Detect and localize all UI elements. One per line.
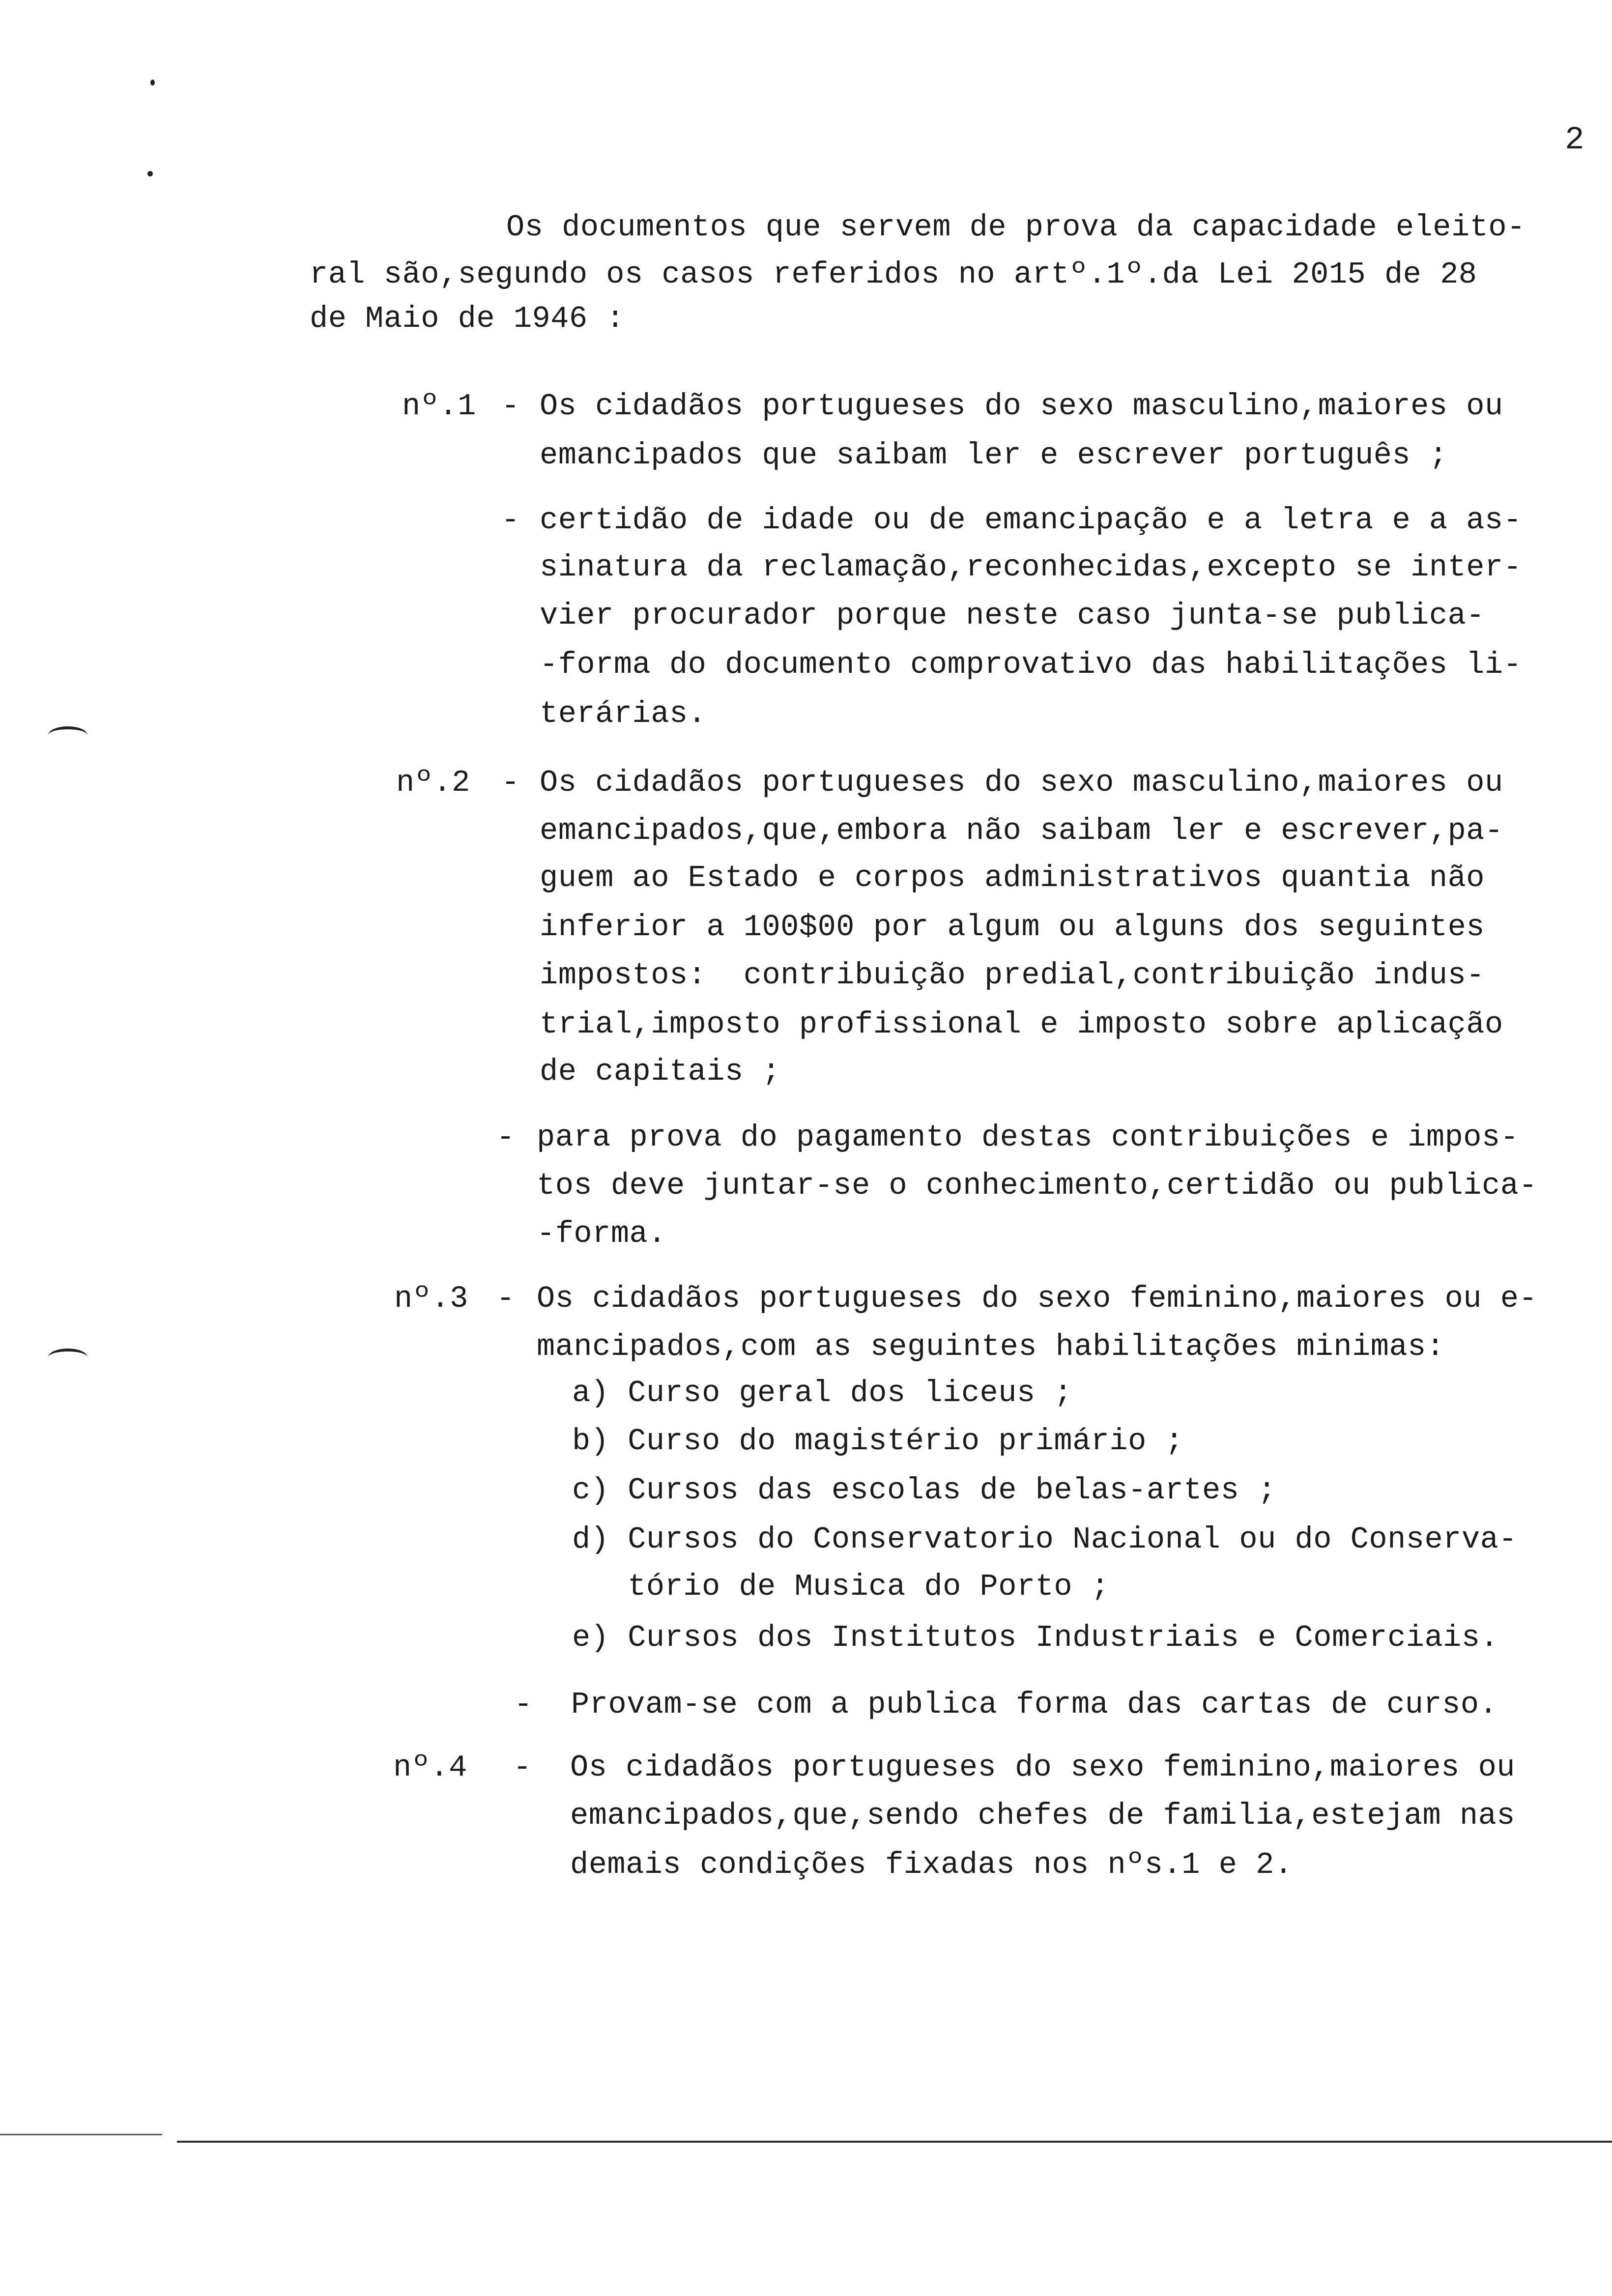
- item-line: emancipados,que,embora não saibam ler e escrever,pa-: [540, 813, 1503, 848]
- scan-speck: [147, 171, 153, 176]
- item-line: de capitais ;: [540, 1054, 781, 1089]
- item-label: nº.2: [396, 765, 470, 800]
- item-line: Os cidadãos portugueses do sexo feminino,maiores ou: [570, 1750, 1516, 1785]
- sub-item: a) Curso geral dos liceus ;: [572, 1376, 1073, 1410]
- item-line: emancipados que saibam ler e escrever português ;: [540, 438, 1448, 473]
- item-line: impostos: contribuição predial,contribuição indus-: [540, 958, 1485, 993]
- item-dash: -: [501, 389, 520, 424]
- item-dash: -: [513, 1750, 532, 1785]
- margin-mark: [48, 1349, 87, 1366]
- item-line: Os cidadãos portugueses do sexo masculino,maiores ou: [540, 765, 1503, 800]
- item-line: Os cidadãos portugueses do sexo feminino,maiores ou e-: [537, 1281, 1538, 1316]
- proof-line: para prova do pagamento destas contribuições e impos-: [537, 1120, 1519, 1155]
- proof-line: sinatura da reclamação,reconhecidas,excepto se inter-: [540, 550, 1522, 585]
- margin-mark: [48, 726, 87, 744]
- proof-line: -forma.: [537, 1216, 666, 1251]
- item-label: nº.4: [393, 1750, 467, 1785]
- sub-item: e) Cursos dos Institutos Industriais e Comerciais.: [572, 1620, 1499, 1655]
- proof-dash: -: [496, 1120, 515, 1155]
- proof-dash: -: [514, 1687, 533, 1722]
- item-line: Os cidadãos portugueses do sexo masculino,maiores ou: [540, 389, 1503, 424]
- item-line: trial,imposto profissional e imposto sobre aplicação: [540, 1007, 1503, 1042]
- item-label: nº.3: [394, 1281, 468, 1316]
- item-label: nº.1: [402, 389, 476, 424]
- proof-line: -forma do documento comprovativo das habilitações li-: [540, 647, 1522, 682]
- item-dash: -: [501, 765, 520, 800]
- sub-item: tório de Musica do Porto ;: [572, 1569, 1110, 1604]
- item-line: inferior a 100$00 por algum ou alguns dos seguintes: [540, 910, 1485, 945]
- bottom-rule: [177, 2141, 1612, 2143]
- proof-line: Provam-se com a publica forma das cartas de curso.: [571, 1687, 1498, 1722]
- intro-line: de Maio de 1946 :: [310, 301, 625, 336]
- sub-item: b) Curso do magistério primário ;: [572, 1424, 1184, 1459]
- item-dash: -: [496, 1281, 515, 1316]
- proof-line: certidão de idade ou de emancipação e a letra e a as-: [540, 503, 1522, 538]
- item-line: guem ao Estado e corpos administrativos quantia não: [540, 861, 1485, 895]
- proof-dash: -: [501, 503, 520, 538]
- page-number: 2: [1565, 121, 1584, 158]
- item-line: demais condições fixadas nos nºs.1 e 2.: [570, 1847, 1293, 1882]
- item-line: emancipados,que,sendo chefes de familia,estejam nas: [570, 1798, 1516, 1833]
- intro-line: Os documentos que servem de prova da capacidade eleito-: [506, 210, 1526, 245]
- proof-line: vier procurador porque neste caso junta-se publica-: [540, 598, 1485, 633]
- item-line: mancipados,com as seguintes habilitações minimas:: [537, 1329, 1445, 1364]
- proof-line: tos deve juntar-se o conhecimento,certidão ou publica-: [537, 1168, 1538, 1203]
- sub-item: c) Cursos das escolas de belas-artes ;: [572, 1473, 1276, 1508]
- intro-line: ral são,segundo os casos referidos no artº.1º.da Lei 2015 de 28: [310, 257, 1477, 292]
- bottom-rule: [0, 2134, 162, 2135]
- scan-speck: [150, 80, 155, 86]
- sub-item: d) Cursos do Conservatorio Nacional ou do Conserva-: [572, 1522, 1518, 1557]
- proof-line: terárias.: [540, 696, 707, 731]
